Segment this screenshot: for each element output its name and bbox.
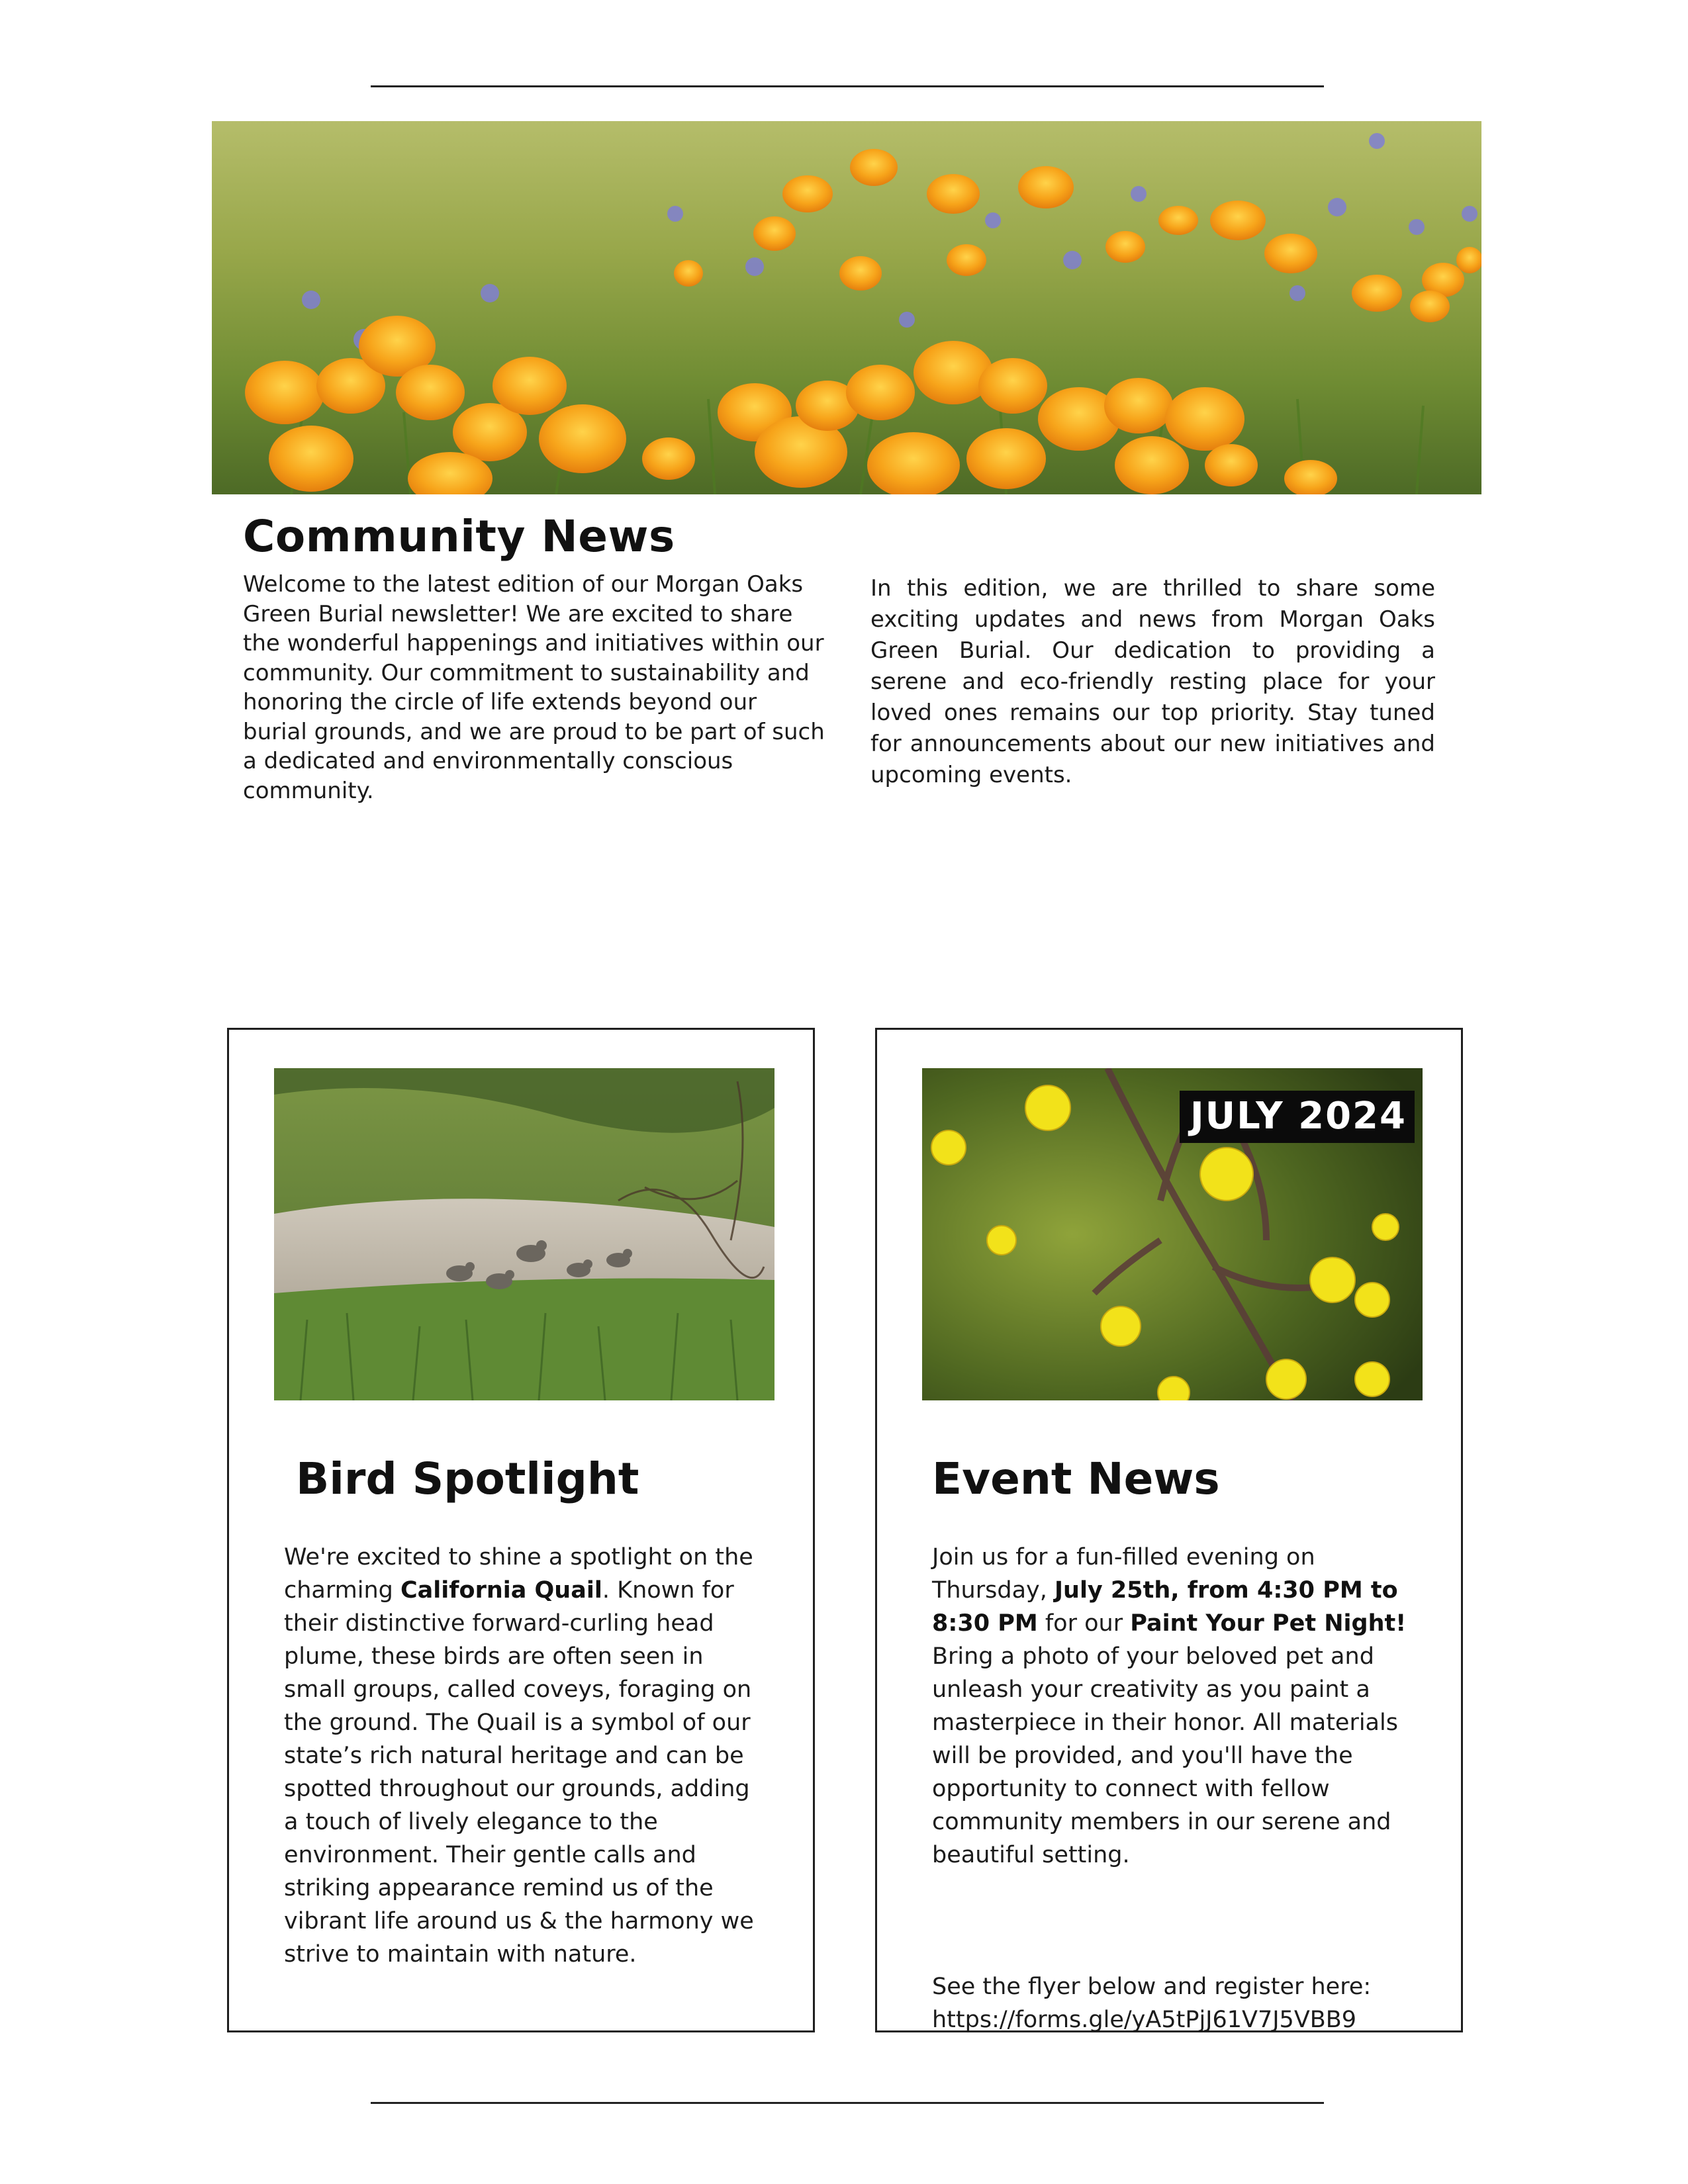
- bird-spotlight-title: Bird Spotlight: [296, 1453, 639, 1504]
- community-news-intro-right: In this edition, we are thrilled to share some exciting updates and news from Morgan Oaks Green Burial. Our dedication to providing a serene and eco-friendly resting place for your loved ones remains our top priority. Stay tuned for announcements about our new initiatives and upcoming events.: [870, 575, 1435, 788]
- poppy-field-illustration: [212, 121, 1481, 494]
- bird-spotlight-card: [227, 1028, 815, 2032]
- quail-scene-illustration: [274, 1068, 774, 1400]
- event-date-badge: JULY 2024: [1180, 1091, 1415, 1143]
- event-news-title: Event News: [932, 1453, 1220, 1504]
- hero-poppy-field-image: [212, 121, 1481, 494]
- flyer-note: See the flyer below and register here:: [932, 1974, 1372, 2000]
- event-date-time: July 25th, from 4:30 PM to 8:30 PM: [932, 1577, 1398, 1637]
- bird-spotlight-text: We're excited to shine a spotlight on the charming California Quail. Known for their distinctive forward-curling head plume, these birds are often seen in small groups, called coveys, foraging on the ground. The Quail is a symbol of our state’s rich natural heritage and can be spotted throughout our grounds, adding a touch of lively elegance to the environment. Their gentle calls and striking appearance remind us of the vibrant life around us & the harmony we strive to maintain with nature.: [284, 1544, 754, 1968]
- yellow-flower-photo: [922, 1068, 1423, 1400]
- event-news-card: [875, 1028, 1463, 2032]
- top-divider: [371, 85, 1324, 87]
- community-news-intro-left: Welcome to the latest edition of our Morgan Oaks Green Burial newsletter! We are excited to share the wonderful happenings and initiatives within our community. Our commitment to sustainability and honoring the circle of life extends beyond our burial grounds, and we are proud to be part of such a dedicated and environmentally conscious community.: [243, 571, 825, 804]
- quail-photo: [274, 1068, 774, 1400]
- event-register-block: [932, 1970, 1415, 2036]
- bird-name: California Quail: [400, 1577, 602, 1604]
- register-link[interactable]: https://forms.gle/yA5tPjJ61V7J5VBB9: [932, 2007, 1357, 2033]
- bottom-divider: [371, 2102, 1324, 2104]
- event-name: Paint Your Pet Night!: [1130, 1610, 1407, 1637]
- event-news-text: Join us for a fun-filled evening on Thursday, July 25th, from 4:30 PM to 8:30 PM for our Paint Your Pet Night! Bring a photo of your beloved pet and unleash your creativity as you paint a masterpiece in their honor. All materials will be provided, and you'll have the opportunity to connect with fellow community members in our serene and beautiful setting.: [932, 1544, 1407, 1868]
- community-news-title: Community News: [243, 511, 675, 562]
